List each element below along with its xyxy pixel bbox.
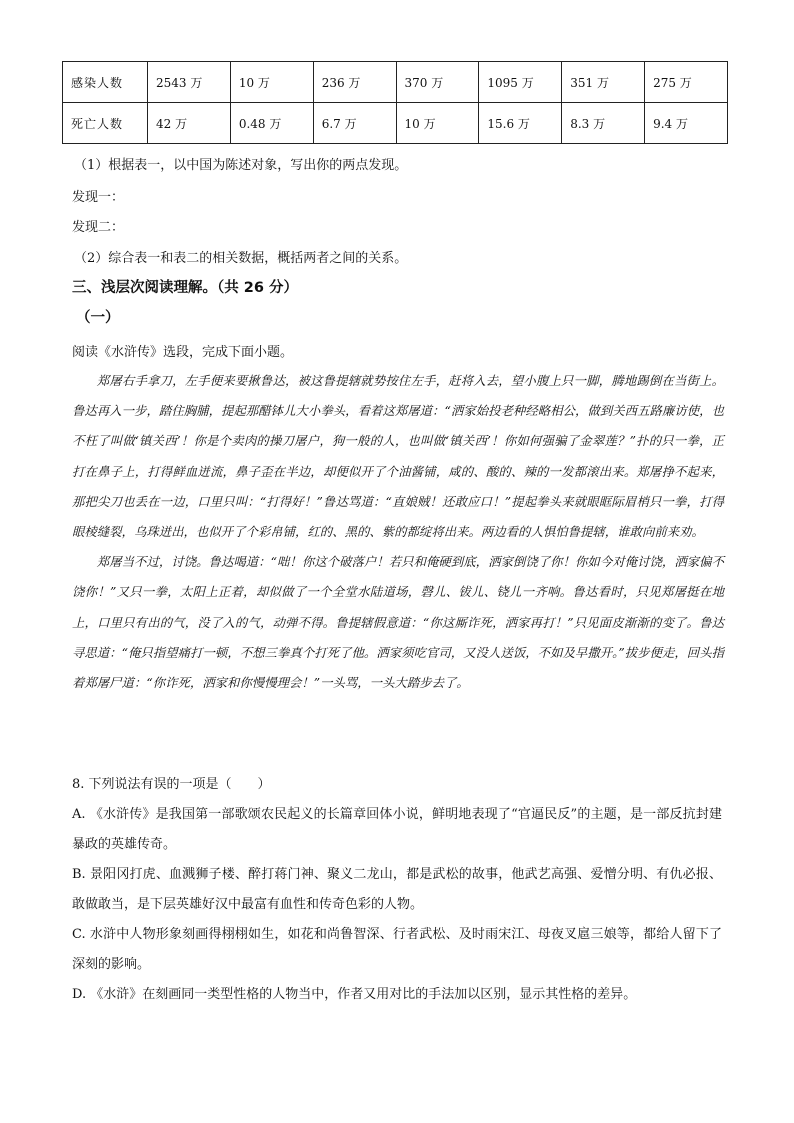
section-heading: 三、浅层次阅读理解。（共 26 分） xyxy=(72,280,299,296)
table-cell: 10 万 xyxy=(396,103,479,144)
table-cell: 351 万 xyxy=(562,62,645,103)
subsection-heading: （一） xyxy=(76,310,120,326)
table-row xyxy=(63,62,728,103)
table-cell: 10 万 xyxy=(230,62,313,103)
question-1: （1）根据表一，以中国为陈述对象，写出你的两点发现。 xyxy=(74,158,408,173)
option-c: C. 水浒中人物形象刻画得栩栩如生，如花和尚鲁智深、行者武松、及时雨宋江、母夜叉扈三娘等，都给人留下了深刻的影响。 xyxy=(72,927,722,972)
passage-paragraph: 郑屠右手拿刀，左手便来要揪鲁达，被这鲁提辖就势按住左手，赶将入去，望小腹上只一脚，腾地踢倒在当街上。鲁达再入一步，踏住胸脯，提起那醋钵儿大小拳头，看着这郑屠道：“洒家始投老种经略相公，做到关西五路廉访使，也不枉了叫做‘镇关西’！你是个卖肉的操刀屠户，狗一般的人，也叫做‘镇关西’！你如何强骗了金翠莲？”扑的只一拳，正打在鼻子上，打得鲜血迸流，鼻子歪在半边，却便似开了个油酱铺，咸的、酸的、辣的一发都滚出来。郑屠挣不起来，那把尖刀也丢在一边，口里只叫：“打得好！”鲁达骂道：“直娘贼！还敢应口！”提起拳头来就眼眶际眉梢只一拳，打得眼棱缝裂，乌珠迸出，也似开了个彩帛铺，红的、黑的、紫的都绽将出来。两边看的人惧怕鲁提辖，谁敢向前来劝。 xyxy=(72,373,724,540)
option-a: A. 《水浒传》是我国第一部歌颂农民起义的长篇章回体小说，鲜明地表现了“官逼民反”的主题，是一部反抗封建暴政的英雄传奇。 xyxy=(72,807,722,852)
question-2: （2）综合表一和表二的相关数据，概括两者之间的关系。 xyxy=(74,251,408,266)
table-cell: 0.48 万 xyxy=(230,103,313,144)
finding-1-label: 发现一： xyxy=(72,190,125,205)
table-cell: 6.7 万 xyxy=(313,103,396,144)
table-cell: 2543 万 xyxy=(148,62,231,103)
table-cell: 275 万 xyxy=(645,62,728,103)
table-cell: 15.6 万 xyxy=(479,103,562,144)
table-cell: 370 万 xyxy=(396,62,479,103)
question-stem: 8. 下列说法有误的一项是（ ） xyxy=(72,777,271,792)
table-row xyxy=(63,103,728,144)
table-cell: 236 万 xyxy=(313,62,396,103)
reading-passage xyxy=(72,366,724,698)
option-d: D. 《水浒》在刻画同一类型性格的人物当中，作者又用对比的手法加以区别，显示其性格的差异。 xyxy=(72,987,637,1002)
question-8 xyxy=(72,770,722,1010)
option-b: B. 景阳冈打虎、血溅狮子楼、醉打蒋门神、聚义二龙山，都是武松的故事，他武艺高强、爱憎分明、有仇必报、敢做敢当，是下层英雄好汉中最富有血性和传奇色彩的人物。 xyxy=(72,867,722,912)
row-header: 死亡人数 xyxy=(63,103,148,144)
passage-paragraph: 郑屠当不过，讨饶。鲁达喝道：“咄！你这个破落户！若只和俺硬到底，洒家倒饶了你！你如今对俺讨饶，洒家偏不饶你！”又只一拳，太阳上正着，却似做了一个全堂水陆道场，磬儿、钹儿、铙儿一齐响。鲁达看时，只见郑屠挺在地上，口里只有出的气，没了入的气，动弹不得。鲁提辖假意道：“你这厮诈死，洒家再打！”只见面皮渐渐的变了。鲁达寻思道：“俺只指望痛打一顿，不想三拳真个打死了他。洒家须吃官司，又没人送饭，不如及早撒开。”拔步便走，回头指着郑屠尸道：“你诈死，洒家和你慢慢理会！”一头骂，一头大踏步去了。 xyxy=(72,554,724,691)
finding-2-label: 发现二： xyxy=(72,220,125,235)
statistics-table xyxy=(62,61,728,144)
table-cell: 8.3 万 xyxy=(562,103,645,144)
table-cell: 9.4 万 xyxy=(645,103,728,144)
reading-instruction: 阅读《水浒传》选段，完成下面小题。 xyxy=(72,345,294,360)
table-cell: 42 万 xyxy=(148,103,231,144)
row-header: 感染人数 xyxy=(63,62,148,103)
table-cell: 1095 万 xyxy=(479,62,562,103)
